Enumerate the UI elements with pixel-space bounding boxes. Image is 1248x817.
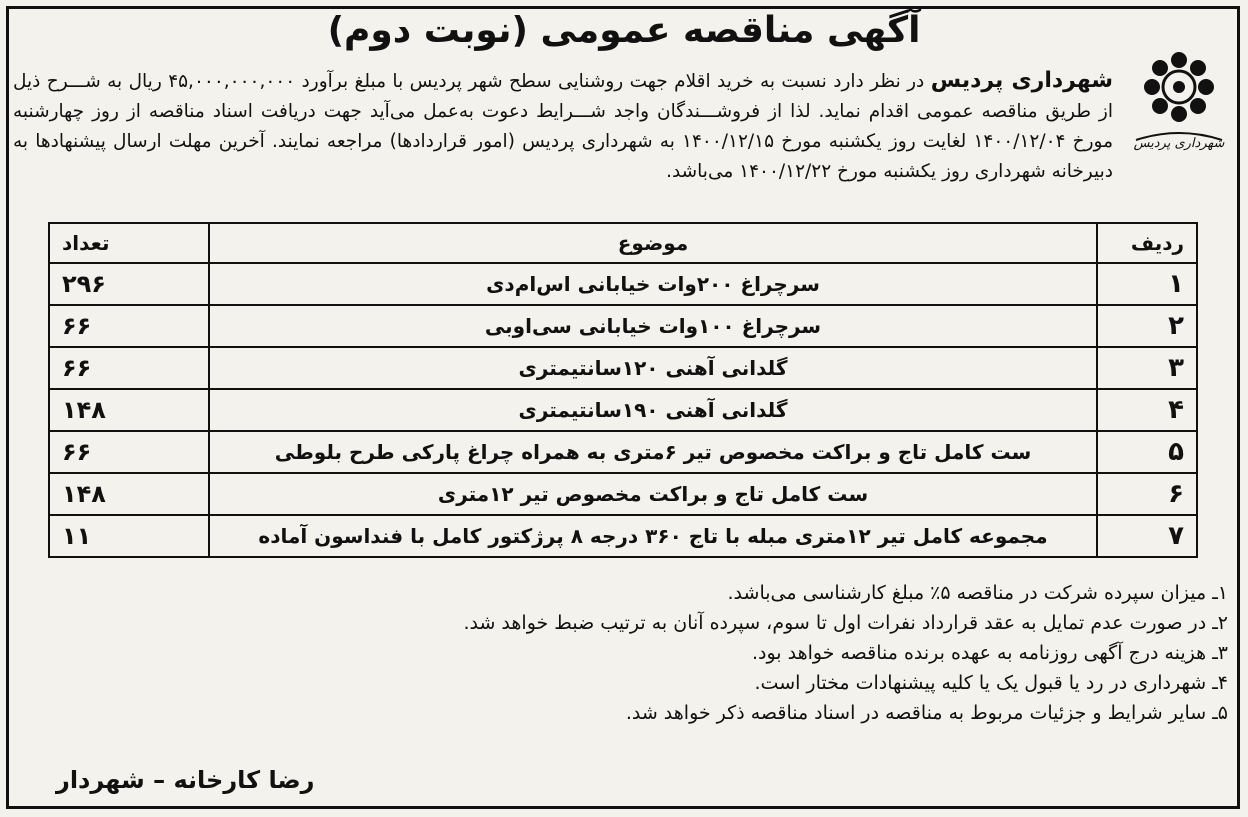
row-quantity: ۲۹۶ <box>49 263 209 305</box>
table-row <box>49 515 1197 557</box>
row-subject: مجموعه کامل تیر ۱۲متری مبله با تاج ۳۶۰ درجه ۸ پرژکتور کامل با فنداسون آماده <box>209 515 1097 557</box>
row-number: ۶ <box>1097 473 1197 515</box>
row-quantity: ۱۱ <box>49 515 209 557</box>
org-name: شهرداری پردیس <box>930 68 1114 93</box>
row-subject: سرچراغ ۱۰۰وات خیابانی سی‌اوبی <box>209 305 1097 347</box>
mayor-signature: رضا کارخانه – شهردار <box>56 766 315 794</box>
row-number: ۱ <box>1097 263 1197 305</box>
row-number: ۷ <box>1097 515 1197 557</box>
items-table <box>48 222 1198 558</box>
table-row <box>49 263 1197 305</box>
table-row <box>49 389 1197 431</box>
intro-text: در نظر دارد نسبت به خرید اقلام جهت روشنایی سطح شهر پردیس با مبلغ برآورد ۴۵,۰۰۰,۰۰۰,۰۰۰ ریال به شـــرح ذیل از طریق مناقصه عمومی اقدام نماید. لذا از فروشـــندگان واجد شـــرایط دعوت به‌عمل می‌آید جهت دریافت اسناد مناقصه از روز چهارشنبه مورخ ۱۴۰۰/۱۲/۰۴ لغایت روز یکشنبه مورخ ۱۴۰۰/۱۲/۱۵ به شهرداری پردیس (امور قراردادها) مراجعه نمایند. آخرین مهلت ارسال پیشنهادها به دبیرخانه شهرداری روز یکشنبه مورخ ۱۴۰۰/۱۲/۲۲ می‌باشد. <box>13 71 1113 182</box>
table-row <box>49 473 1197 515</box>
table-row <box>49 305 1197 347</box>
row-quantity: ۶۶ <box>49 347 209 389</box>
row-number: ۳ <box>1097 347 1197 389</box>
condition-item: ۴ـ شهرداری در رد یا قبول یک یا کلیه پیشنهادات مختار است. <box>754 672 1228 694</box>
header-quantity: تعداد <box>49 223 209 263</box>
header-subject: موضوع <box>209 223 1097 263</box>
condition-item: ۳ـ هزینه درج آگهی روزنامه به عهده برنده مناقصه خواهد بود. <box>751 642 1228 664</box>
header-row-number: ردیف <box>1097 223 1197 263</box>
table-header-row <box>49 223 1197 263</box>
row-subject: گلدانی آهنی ۱۹۰سانتیمتری <box>209 389 1097 431</box>
row-subject: ست کامل تاج و براکت مخصوص تیر ۱۲متری <box>209 473 1097 515</box>
conditions-list <box>28 578 1228 728</box>
municipality-logo <box>1124 42 1234 162</box>
row-subject: سرچراغ ۲۰۰وات خیابانی اس‌ام‌دی <box>209 263 1097 305</box>
row-quantity: ۱۴۸ <box>49 389 209 431</box>
row-number: ۴ <box>1097 389 1197 431</box>
condition-item: ۵ـ سایر شرایط و جزئیات مربوط به مناقصه در اسناد مناقصه ذکر خواهد شد. <box>625 702 1228 724</box>
condition-item: ۲ـ در صورت عدم تمایل به عقد قرارداد نفرات اول تا سوم، سپرده آنان به ترتیب ضبط خواهد شد. <box>463 612 1228 634</box>
row-subject: گلدانی آهنی ۱۲۰سانتیمتری <box>209 347 1097 389</box>
table-row <box>49 431 1197 473</box>
row-quantity: ۱۴۸ <box>49 473 209 515</box>
row-subject: ست کامل تاج و براکت مخصوص تیر ۶متری به همراه چراغ پارکی طرح بلوطی <box>209 431 1097 473</box>
page-title: آگهی مناقصه عمومی (نوبت دوم) <box>327 10 921 51</box>
row-number: ۲ <box>1097 305 1197 347</box>
row-quantity: ۶۶ <box>49 305 209 347</box>
row-number: ۵ <box>1097 431 1197 473</box>
row-quantity: ۶۶ <box>49 431 209 473</box>
intro-paragraph <box>13 66 1113 187</box>
logo-caption: شهرداری پردیس <box>1133 136 1225 151</box>
condition-item: ۱ـ میزان سپرده شرکت در مناقصه ۵٪ مبلغ کارشناسی می‌باشد. <box>727 582 1228 604</box>
table-row <box>49 347 1197 389</box>
